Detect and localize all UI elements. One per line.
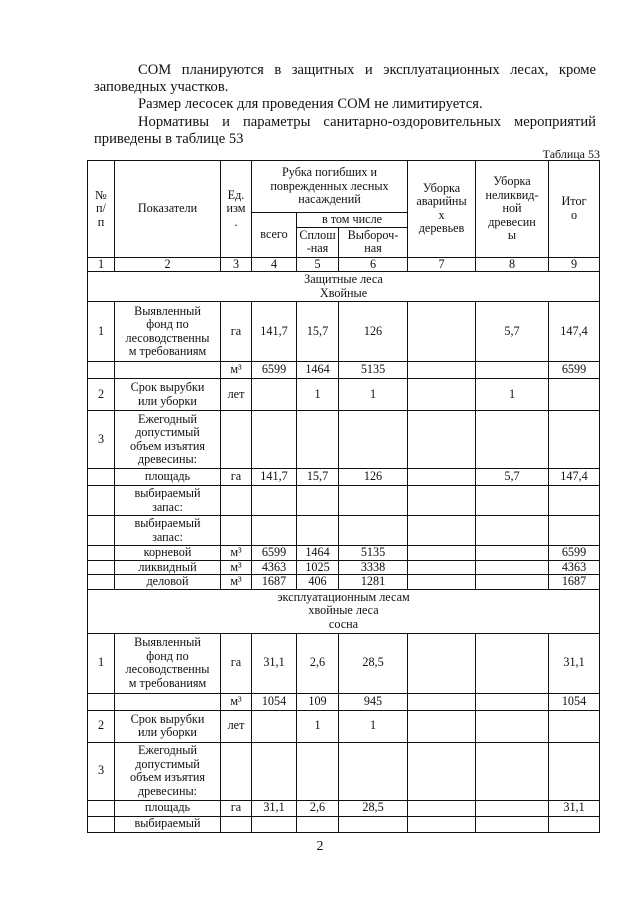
unit: м³ <box>221 362 252 379</box>
row-total: 31,1 <box>549 633 600 693</box>
header-unit: Ед. изм . <box>221 161 252 258</box>
section-title: Защитные леса Хвойные <box>88 272 600 302</box>
indicator: Срок вырубки или уборки <box>115 710 221 742</box>
paragraph-line: СОМ планируются в защитных и эксплуатационных лесах, кроме <box>138 62 596 78</box>
felling-selective: 1 <box>339 379 408 411</box>
row-number <box>88 486 115 516</box>
felling-selective <box>339 516 408 546</box>
emergency-removal <box>408 469 476 486</box>
felling-clear <box>297 486 339 516</box>
felling-selective: 5135 <box>339 362 408 379</box>
felling-total <box>252 516 297 546</box>
indicator: площадь <box>115 469 221 486</box>
column-number: 6 <box>339 257 408 272</box>
nonliquid-removal <box>476 816 549 832</box>
felling-selective: 28,5 <box>339 800 408 816</box>
row-number: 2 <box>88 379 115 411</box>
row-total: 1687 <box>549 575 600 590</box>
header-num: № п/ п <box>88 161 115 258</box>
nonliquid-removal <box>476 800 549 816</box>
emergency-removal <box>408 379 476 411</box>
table-row <box>88 742 600 800</box>
felling-selective: 126 <box>339 302 408 362</box>
unit: га <box>221 800 252 816</box>
emergency-removal <box>408 546 476 561</box>
row-number <box>88 546 115 561</box>
felling-clear: 1 <box>297 710 339 742</box>
row-number: 3 <box>88 742 115 800</box>
indicator: Выявленный фонд по лесоводственны м требованиям <box>115 302 221 362</box>
nonliquid-removal <box>476 693 549 710</box>
felling-clear <box>297 516 339 546</box>
felling-clear: 15,7 <box>297 302 339 362</box>
section-header-row <box>88 272 600 302</box>
paragraph-line: приведены в таблице 53 <box>94 131 244 147</box>
nonliquid-removal <box>476 486 549 516</box>
table-row <box>88 302 600 362</box>
row-total: 31,1 <box>549 800 600 816</box>
table-row <box>88 560 600 575</box>
table-row <box>88 575 600 590</box>
table-row <box>88 379 600 411</box>
row-total: 147,4 <box>549 302 600 362</box>
table-row <box>88 411 600 469</box>
paragraph-line: Нормативы и параметры санитарно-оздоровительных мероприятий <box>138 114 596 130</box>
header-felling: Рубка погибших и поврежденных лесных насаждений <box>252 161 408 213</box>
felling-total: 141,7 <box>252 302 297 362</box>
paragraph-line: заповедных участков. <box>94 79 229 95</box>
felling-clear: 2,6 <box>297 800 339 816</box>
table-row <box>88 516 600 546</box>
emergency-removal <box>408 693 476 710</box>
emergency-removal <box>408 411 476 469</box>
felling-total <box>252 486 297 516</box>
felling-clear: 2,6 <box>297 633 339 693</box>
row-total: 147,4 <box>549 469 600 486</box>
row-number <box>88 693 115 710</box>
paragraph-intro-1 <box>94 62 596 79</box>
table-row <box>88 546 600 561</box>
column-number: 2 <box>115 257 221 272</box>
column-number: 3 <box>221 257 252 272</box>
unit: га <box>221 633 252 693</box>
header-clear: Сплош -ная <box>297 227 339 257</box>
row-number <box>88 560 115 575</box>
felling-total <box>252 710 297 742</box>
row-number <box>88 575 115 590</box>
emergency-removal <box>408 742 476 800</box>
felling-selective: 126 <box>339 469 408 486</box>
unit: лет <box>221 710 252 742</box>
nonliquid-removal: 1 <box>476 379 549 411</box>
table-caption: Таблица 53 <box>542 147 600 161</box>
column-number: 8 <box>476 257 549 272</box>
paragraph-intro-1-cont <box>94 79 596 96</box>
emergency-removal <box>408 710 476 742</box>
emergency-removal <box>408 560 476 575</box>
row-total <box>549 516 600 546</box>
row-total: 6599 <box>549 362 600 379</box>
unit: м³ <box>221 575 252 590</box>
unit <box>221 742 252 800</box>
column-number: 4 <box>252 257 297 272</box>
felling-clear: 109 <box>297 693 339 710</box>
indicator: корневой <box>115 546 221 561</box>
unit <box>221 816 252 832</box>
emergency-removal <box>408 302 476 362</box>
unit: м³ <box>221 560 252 575</box>
column-number-row <box>88 257 600 272</box>
row-number: 1 <box>88 302 115 362</box>
nonliquid-removal <box>476 411 549 469</box>
felling-selective: 1281 <box>339 575 408 590</box>
felling-selective <box>339 411 408 469</box>
unit: м³ <box>221 546 252 561</box>
row-total <box>549 710 600 742</box>
emergency-removal <box>408 633 476 693</box>
column-number: 9 <box>549 257 600 272</box>
unit: га <box>221 469 252 486</box>
header-total: Итог о <box>549 161 600 258</box>
emergency-removal <box>408 800 476 816</box>
felling-selective <box>339 742 408 800</box>
indicator: Выявленный фонд по лесоводственны м требованиям <box>115 633 221 693</box>
felling-clear <box>297 816 339 832</box>
felling-total: 1687 <box>252 575 297 590</box>
indicator: Срок вырубки или уборки <box>115 379 221 411</box>
table-row <box>88 816 600 832</box>
felling-total <box>252 816 297 832</box>
section-title: эксплуатационным лесам хвойные леса сосна <box>88 589 600 633</box>
indicator <box>115 362 221 379</box>
indicator: ликвидный <box>115 560 221 575</box>
nonliquid-removal <box>476 546 549 561</box>
row-number <box>88 516 115 546</box>
felling-selective: 945 <box>339 693 408 710</box>
felling-selective: 3338 <box>339 560 408 575</box>
table-row <box>88 633 600 693</box>
felling-selective: 1 <box>339 710 408 742</box>
row-number <box>88 800 115 816</box>
unit: лет <box>221 379 252 411</box>
felling-clear: 1 <box>297 379 339 411</box>
felling-total: 1054 <box>252 693 297 710</box>
felling-total: 4363 <box>252 560 297 575</box>
table-row <box>88 800 600 816</box>
felling-total <box>252 379 297 411</box>
column-number: 1 <box>88 257 115 272</box>
emergency-removal <box>408 362 476 379</box>
nonliquid-removal: 5,7 <box>476 302 549 362</box>
felling-selective <box>339 816 408 832</box>
table-row <box>88 486 600 516</box>
emergency-removal <box>408 516 476 546</box>
row-total <box>549 486 600 516</box>
felling-total: 6599 <box>252 362 297 379</box>
felling-clear: 1464 <box>297 546 339 561</box>
emergency-removal <box>408 486 476 516</box>
paragraph-intro-3 <box>94 114 596 131</box>
indicator: Ежегодный допустимый объем изъятия древесины: <box>115 742 221 800</box>
table-header-row <box>88 161 600 213</box>
row-number: 1 <box>88 633 115 693</box>
indicator: деловой <box>115 575 221 590</box>
indicator: выбираемый запас: <box>115 486 221 516</box>
header-nonliquid: Уборка неликвид- ной древесин ы <box>476 161 549 258</box>
table-row <box>88 469 600 486</box>
nonliquid-removal <box>476 575 549 590</box>
table-row <box>88 362 600 379</box>
indicator: площадь <box>115 800 221 816</box>
row-number: 3 <box>88 411 115 469</box>
felling-clear: 1464 <box>297 362 339 379</box>
paragraph-line: Размер лесосек для проведения СОМ не лимитируется. <box>138 96 483 112</box>
nonliquid-removal <box>476 560 549 575</box>
felling-total <box>252 742 297 800</box>
header-emergency: Уборка аварийны х деревьев <box>408 161 476 258</box>
felling-total <box>252 411 297 469</box>
indicator: выбираемый запас: <box>115 516 221 546</box>
unit: га <box>221 302 252 362</box>
felling-total: 6599 <box>252 546 297 561</box>
felling-selective <box>339 486 408 516</box>
felling-clear: 406 <box>297 575 339 590</box>
header-selective: Выбороч- ная <box>339 227 408 257</box>
felling-clear: 15,7 <box>297 469 339 486</box>
felling-selective: 28,5 <box>339 633 408 693</box>
table-row <box>88 710 600 742</box>
felling-selective: 5135 <box>339 546 408 561</box>
unit <box>221 486 252 516</box>
unit <box>221 411 252 469</box>
nonliquid-removal: 5,7 <box>476 469 549 486</box>
felling-clear: 1025 <box>297 560 339 575</box>
row-number <box>88 816 115 832</box>
row-total <box>549 379 600 411</box>
row-total: 1054 <box>549 693 600 710</box>
section-header-row <box>88 589 600 633</box>
indicator: выбираемый <box>115 816 221 832</box>
row-total <box>549 411 600 469</box>
nonliquid-removal <box>476 633 549 693</box>
paragraph-intro-3-cont <box>94 131 596 148</box>
column-number: 5 <box>297 257 339 272</box>
row-number <box>88 469 115 486</box>
row-number: 2 <box>88 710 115 742</box>
table-row <box>88 693 600 710</box>
indicator <box>115 693 221 710</box>
row-number <box>88 362 115 379</box>
column-number: 7 <box>408 257 476 272</box>
felling-total: 31,1 <box>252 633 297 693</box>
nonliquid-removal <box>476 516 549 546</box>
row-total <box>549 742 600 800</box>
header-total-all: всего <box>252 213 297 258</box>
row-total: 6599 <box>549 546 600 561</box>
nonliquid-removal <box>476 710 549 742</box>
felling-total: 141,7 <box>252 469 297 486</box>
paragraph-intro-2 <box>94 96 596 113</box>
unit: м³ <box>221 693 252 710</box>
norms-table <box>87 160 600 833</box>
unit <box>221 516 252 546</box>
row-total <box>549 816 600 832</box>
emergency-removal <box>408 816 476 832</box>
felling-total: 31,1 <box>252 800 297 816</box>
felling-clear <box>297 411 339 469</box>
felling-clear <box>297 742 339 800</box>
header-indicator: Показатели <box>115 161 221 258</box>
header-including: в том числе <box>297 213 408 228</box>
row-total: 4363 <box>549 560 600 575</box>
nonliquid-removal <box>476 362 549 379</box>
nonliquid-removal <box>476 742 549 800</box>
emergency-removal <box>408 575 476 590</box>
indicator: Ежегодный допустимый объем изъятия древесины: <box>115 411 221 469</box>
page-number: 2 <box>316 839 324 854</box>
